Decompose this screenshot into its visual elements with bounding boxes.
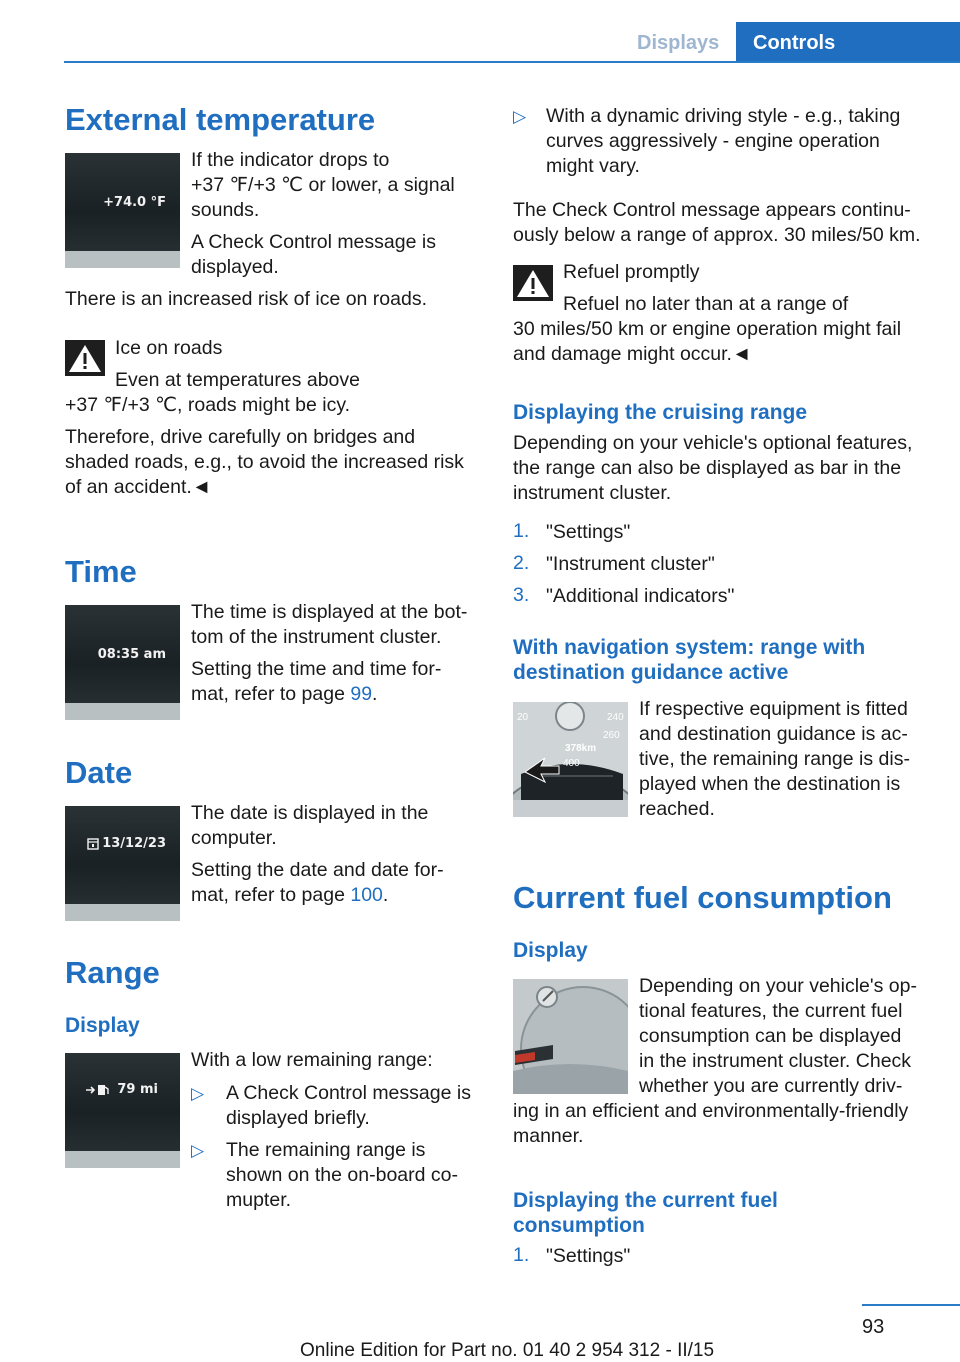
display-screen [65, 806, 180, 904]
cruising-line-2: the range can also be displayed as bar in the [513, 457, 902, 479]
section-title-external-temperature: External temperature [65, 102, 376, 137]
time-line-3: Setting the time and time for‐ [191, 658, 442, 680]
bullet-marker: ▷ [191, 1141, 205, 1160]
range-bullet-2-line-2: shown on the on-board co‐ [226, 1164, 458, 1186]
step-number: 3. [513, 584, 530, 606]
page-header [0, 0, 960, 64]
display-bezel [65, 1151, 180, 1168]
warning-ice-line-4: shaded roads, e.g., to avoid the increased risk [65, 451, 464, 473]
ice-risk-text: There is an increased risk of ice on roads. [65, 288, 428, 310]
warning-ice-line-2: +37 ℉/+3 ℃, roads might be icy. [65, 394, 351, 416]
bullet-marker: ▷ [191, 1084, 205, 1103]
driving-style-line-2: curves aggressively - engine operation [546, 130, 880, 152]
nav-line-2: and destination guidance is ac‐ [639, 723, 908, 745]
driving-style-line-1: With a dynamic driving style - e.g., taking [546, 105, 901, 127]
step-additional-indicators: "Additional indicators" [546, 585, 735, 607]
warning-refuel-line-3: and damage might occur.◄ [513, 343, 752, 365]
step-number: 1. [513, 1244, 530, 1266]
gauge-tick-400: 400 [563, 758, 580, 769]
range-bullet-2-line-3: mupter. [226, 1189, 292, 1211]
range-bullet-1-line-1: A Check Control message is [226, 1082, 471, 1104]
subsection-title-current-fuel-l1: Displaying the current fuel [513, 1189, 778, 1212]
fuel-line-5: whether you are currently driv‐ [639, 1075, 903, 1097]
gauge-tick-260: 260 [603, 730, 620, 741]
step-number: 1. [513, 520, 530, 542]
fuel-consumption-gauge-image [513, 979, 628, 1094]
temperature-line-3: sounds. [191, 199, 260, 221]
date-line-2: computer. [191, 827, 277, 849]
section-title-range: Range [65, 955, 160, 990]
fuel-line-6: ing in an efficient and environmentally-friendly [513, 1100, 909, 1122]
fuel-line-7: manner. [513, 1125, 584, 1147]
range-subtitle-display: Display [65, 1014, 140, 1037]
edition-footer: Online Edition for Part no. 01 40 2 954 312 - II/15 [300, 1340, 715, 1361]
time-page-link[interactable]: 99 [350, 683, 373, 705]
consumption-gauge-graphic [513, 979, 628, 1094]
current-step-settings: "Settings" [546, 1245, 631, 1267]
warning-title-refuel: Refuel promptly [563, 261, 700, 283]
time-ref-suffix: . [372, 683, 378, 705]
section-title-time: Time [65, 554, 137, 589]
nav-line-4: played when the destination is [639, 773, 901, 795]
time-line-1: The time is displayed at the bot‐ [191, 601, 468, 623]
range-display-image [65, 1053, 180, 1168]
header-rule [64, 61, 960, 63]
date-line-3: Setting the date and date for‐ [191, 859, 444, 881]
display-bezel [65, 703, 180, 720]
time-readout: 08:35 am [97, 647, 166, 662]
date-display-image [65, 806, 180, 921]
header-chapter-tab[interactable]: Controls [736, 22, 960, 62]
step-instrument-cluster: "Instrument cluster" [546, 553, 715, 575]
date-ref-prefix: mat, refer to page [191, 884, 351, 906]
cruising-line-3: instrument cluster. [513, 482, 672, 504]
range-gauge-image [513, 702, 628, 817]
step-settings: "Settings" [546, 521, 631, 543]
date-ref-suffix: . [382, 884, 389, 906]
check-control-line-2: ously below a range of approx. 30 miles/50 km. [513, 224, 921, 246]
display-bezel [65, 251, 180, 268]
external-temperature-display-image [65, 153, 180, 268]
subsection-title-nav-range-l1: With navigation system: range with [513, 636, 866, 659]
page-number: 93 [862, 1316, 885, 1338]
warning-ice-line-5: of an accident.◄ [65, 476, 212, 498]
calendar-icon [87, 838, 99, 850]
fuel-subtitle-display: Display [513, 939, 588, 962]
subsection-title-nav-range-l2: destination guidance active [513, 661, 789, 684]
nav-line-1: If respective equipment is fitted [639, 698, 908, 720]
temperature-line-1: If the indicator drops to [191, 149, 390, 171]
nav-line-3: tive, the remaining range is dis‐ [639, 748, 910, 770]
warning-ice-line-3: Therefore, drive carefully on bridges and [65, 426, 416, 448]
range-bullet-2-line-1: The remaining range is [226, 1139, 426, 1161]
check-control-line-1: The Check Control message appears continu‐ [513, 199, 911, 221]
warning-icon [65, 340, 105, 376]
gauge-tick-240: 240 [607, 712, 624, 723]
gauge-tick-20: 20 [517, 712, 529, 723]
warning-title-ice: Ice on roads [115, 337, 223, 359]
fuel-line-4: in the instrument cluster. Check [639, 1050, 912, 1072]
display-bezel [65, 904, 180, 921]
time-line-4 [191, 682, 377, 707]
date-page-link[interactable]: 100 [350, 884, 383, 906]
section-title-date: Date [65, 755, 133, 790]
temperature-line-5: displayed. [191, 256, 279, 278]
step-number: 2. [513, 552, 530, 574]
time-ref-prefix: mat, refer to page [191, 683, 351, 705]
time-display-image [65, 605, 180, 720]
range-readout: 79 mi [117, 1082, 158, 1097]
cruising-line-1: Depending on your vehicle's optional features, [513, 432, 913, 454]
gauge-range-value: 378km [565, 743, 597, 754]
fuel-line-1: Depending on your vehicle's op‐ [639, 975, 917, 997]
subsection-title-cruising-range: Displaying the cruising range [513, 401, 808, 424]
footer-rule [862, 1304, 960, 1306]
warning-icon [513, 265, 553, 301]
range-intro: With a low remaining range: [191, 1049, 433, 1071]
fuel-line-2: tional features, the current fuel [639, 1000, 903, 1022]
driving-style-line-3: might vary. [546, 155, 640, 177]
warning-refuel-line-2: 30 miles/50 km or engine operation might fail [513, 318, 902, 340]
temperature-line-2: +37 ℉/+3 ℃ or lower, a signal [191, 174, 455, 196]
temperature-line-4: A Check Control message is [191, 231, 436, 253]
date-line-4 [191, 883, 388, 908]
warning-ice-line-1: Even at temperatures above [115, 369, 360, 391]
nav-line-5: reached. [639, 798, 715, 820]
warning-refuel-line-1: Refuel no later than at a range of [563, 293, 849, 315]
header-section: Displays [637, 32, 720, 54]
subsection-title-current-fuel-l2: consumption [513, 1214, 645, 1237]
fuel-pump-arrow-icon [85, 1083, 111, 1097]
range-bullet-1-line-2: displayed briefly. [226, 1107, 370, 1129]
section-title-fuel-consumption: Current fuel consumption [513, 880, 892, 915]
fuel-line-3: consumption can be displayed [639, 1025, 902, 1047]
date-readout: 13/12/23 [102, 836, 166, 851]
time-line-2: tom of the instrument cluster. [191, 626, 442, 648]
temperature-readout: +74.0 °F [103, 195, 166, 210]
display-screen [65, 1053, 180, 1151]
date-line-1: The date is displayed in the [191, 802, 429, 824]
bullet-marker: ▷ [513, 107, 527, 126]
